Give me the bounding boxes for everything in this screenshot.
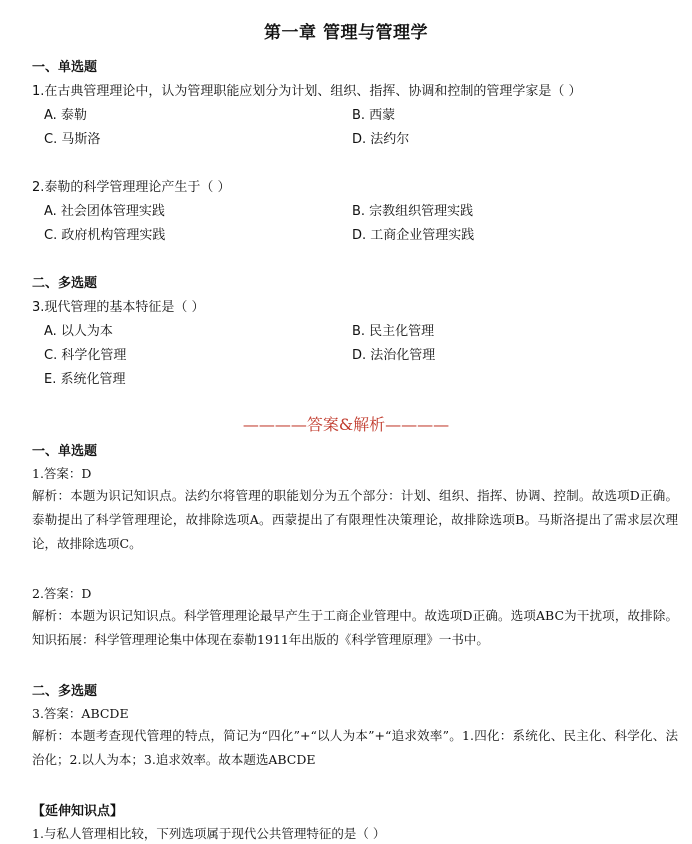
extension-question-1: 1.与私人管理相比较，下列选项属于现代公共管理特征的是（ ）: [32, 826, 386, 841]
analysis-1: 解析：本题为识记知识点。法约尔将管理的职能划分为五个部分：计划、组织、指挥、协调、控制。故选项D正确。泰勒提出了科学管理理论，故排除选项A。西蒙提出了有限理性决策理论，故排除选项B。马斯洛提出了需求层次理论，故排除选项C。: [32, 488, 678, 551]
answer-divider: ————答案&解析————: [242, 415, 450, 434]
answer-heading-multi: 二、多选题: [32, 684, 98, 699]
answer-heading-single: 一、单选题: [32, 444, 98, 459]
section-heading-single: 一、单选题: [32, 60, 98, 75]
answer-2: 2.答案：D: [32, 586, 92, 601]
q2-option-a: A. 社会团体管理实践: [44, 204, 165, 219]
extension-heading: 【延伸知识点】: [32, 804, 124, 819]
q1-option-a: A. 泰勒: [44, 108, 87, 123]
analysis-2: 解析：本题为识记知识点。科学管理理论最早产生于工商企业管理中。故选项D正确。选项ABC为干扰项，故排除。知识拓展：科学管理理论集中体现在泰勒1911年出版的《科学管理原理》一书中。: [32, 608, 678, 647]
question-2: 2.泰勒的科学管理理论产生于（ ）: [32, 180, 231, 195]
question-3: 3.现代管理的基本特征是（ ）: [32, 300, 205, 315]
q2-option-b: B. 宗教组织管理实践: [352, 204, 474, 219]
section-heading-multi: 二、多选题: [32, 276, 98, 291]
answer-3: 3.答案：ABCDE: [32, 706, 129, 721]
analysis-3: 解析：本题考查现代管理的特点，简记为“四化”+“以人为本”+“追求效率”。1.四化：系统化、民主化、科学化、法治化；2.以人为本；3.追求效率。故本题选ABCDE: [32, 728, 678, 767]
q1-option-b: B. 西蒙: [352, 108, 396, 123]
q2-option-c: C. 政府机构管理实践: [44, 228, 166, 243]
q1-option-c: C. 马斯洛: [44, 132, 101, 147]
chapter-title: 第一章 管理与管理学: [264, 23, 428, 43]
answer-1: 1.答案：D: [32, 466, 92, 481]
q3-option-b: B. 民主化管理: [352, 324, 435, 339]
question-1: 1.在古典管理理论中，认为管理职能应划分为计划、组织、指挥、协调和控制的管理学家是（ ）: [32, 84, 582, 99]
q3-option-a: A. 以人为本: [44, 324, 113, 339]
q3-option-d: D. 法治化管理: [352, 348, 436, 363]
q3-option-c: C. 科学化管理: [44, 348, 127, 363]
q1-option-d: D. 法约尔: [352, 132, 410, 147]
q3-option-e: E. 系统化管理: [44, 372, 126, 387]
q2-option-d: D. 工商企业管理实践: [352, 228, 475, 243]
